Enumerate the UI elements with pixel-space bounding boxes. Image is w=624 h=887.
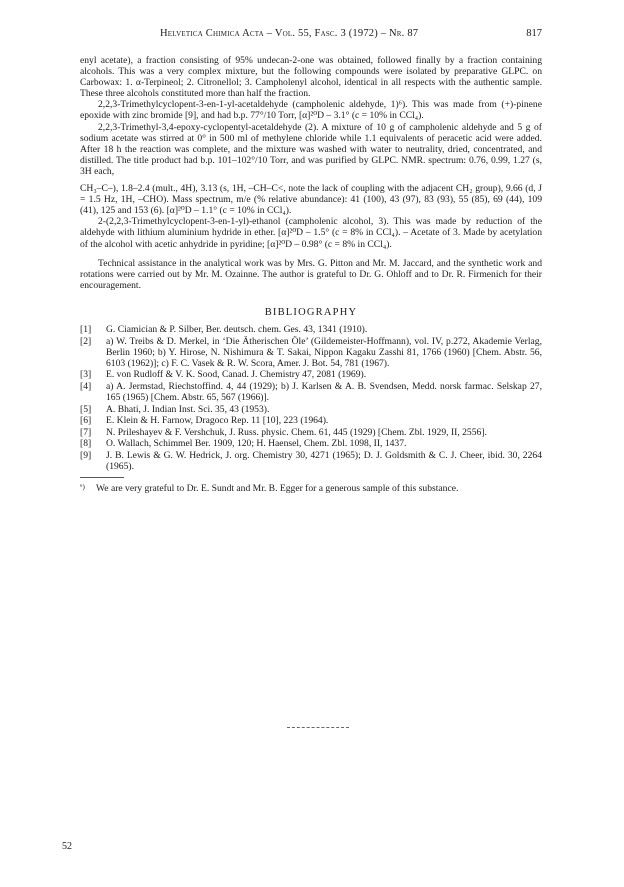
paragraph-campholenic-alcohol: 2-(2,2,3-Trimethylcyclopent-3-en-1-yl)-ethanol (campholenic alcohol, 3). This was made by reduction of the aldehyde with lithium aluminium hydride in ether. [α]²⁰D – 1.5° (c = 8% in CCl₄). – Acetate of 3. Made by acetylation of the alcohol with acetic anhydride in pyridine; [α]²⁰D – 0.98° (c = 8% in CCl₄). (80, 216, 542, 250)
reference-text: E. von Rudloff & V. K. Sood, Canad. J. Chemistry 47, 2081 (1969). (106, 369, 367, 381)
reference-text: J. B. Lewis & G. W. Hedrick, J. org. Chemistry 30, 4271 (1965); D. J. Goldsmith & C. J. Cheer, ibid. 30, 2264 (1965). (106, 450, 542, 473)
bibliography-entry (80, 381, 542, 403)
reference-number: [2] (80, 335, 92, 347)
reference-number: [7] (80, 426, 92, 438)
reference-number: [3] (80, 369, 92, 381)
reference-text: A. Bhati, J. Indian Inst. Sci. 35, 43 (1953). (106, 403, 270, 415)
reference-text: O. Wallach, Schimmel Ber. 1909, 120; H. Haensel, Chem. Zbl. 1098, II, 1437. (106, 438, 407, 450)
bibliography-entry (80, 438, 542, 449)
reference-text: G. Ciamician & P. Silber, Ber. deutsch. chem. Ges. 43, 1341 (1910). (106, 323, 368, 335)
reference-number: [4] (80, 380, 92, 392)
bibliography-entry (80, 336, 542, 369)
paragraph-epoxy-aldehyde: 2,2,3-Trimethyl-3,4-epoxy-cyclopentyl-acetaldehyde (2). A mixture of 10 g of campholenic aldehyde and 5 g of sodium acetate was stirred at 0° in 500 ml of methylene chloride while 1.1 equivalents of peracetic acid were added. After 18 h the reaction was complete, and the mixture was washed with water to neutrality, dried, concentrated, and distilled. The title product had b.p. 101–102°/10 Torr, and was purified by GLPC. NMR. spectrum: 0.76, 0.99, 1.27 (s, 3H each, (80, 121, 542, 177)
main-text (80, 55, 542, 494)
paragraph-campholenic-aldehyde: 2,2,3-Trimethylcyclopent-3-en-1-yl-acetaldehyde (campholenic aldehyde, 1)⁶). This was made from (+)-pinene epoxide with zinc bromide [9], and had b.p. 77°/10 Torr, [α]²⁰D – 3.1° (c = 10% in CCl₄). (80, 99, 542, 122)
bibliography-entry (80, 369, 542, 380)
running-header (80, 28, 542, 42)
footnote-mark: ⁶) (80, 483, 85, 492)
reference-number: [8] (80, 438, 92, 450)
reference-text: a) A. Jermstad, Riechstoffind. 4, 44 (1929); b) J. Karlsen & A. B. Svendsen, Medd. norsk farmac. Selskap 27, 165 (1965) [Chem. Abstr. 65, 567 (1966)]. (106, 380, 542, 404)
reference-text: N. Prileshayev & F. Vershchuk, J. Russ. physic. Chem. 61, 445 (1929) [Chem. Zbl. 1929, II, 2556]. (106, 426, 487, 438)
page-footer-number: 52 (62, 841, 72, 852)
reference-number: [6] (80, 415, 92, 427)
paragraph-nmr-data: CH₃–C–), 1.8–2.4 (mult., 4H), 3.13 (s, 1H, –CH–C<, note the lack of coupling with the adjacent CH₂ group), 9.66 (d, J = 1.5 Hz, 1H, –CHO). Mass spectrum, m/e (% relative abundance): 41 (100), 43 (97), 83 (93), 55 (85), 69 (44), 109 (41), 125 and 153 (6). [α]²⁰D – 1.1° (c = 10% in CCl₄). (80, 183, 542, 217)
bibliography-entry (80, 415, 542, 426)
reference-text: E. Klein & H. Farnow, Dragoco Rep. 11 [10], 223 (1964). (106, 415, 329, 427)
reference-text: a) W. Treibs & D. Merkel, in ‘Die Ätherischen Öle’ (Gildemeister-Hoffmann), vol. IV, p.272, Akademie Verlag, Berlin 1960; b) Y. Hirose, N. Nishimura & T. Sakai, Nippon Kagaku Zasshi 81, 1766 (1960) [Chem. Abstr. 56, 6103 (1962)]; c) F. C. Vasek & R. W. Scora, Amer. J. Bot. 54, 781 (1967). (106, 335, 542, 369)
reference-number: [1] (80, 323, 92, 335)
bibliography-entry (80, 404, 542, 415)
bibliography-entry (80, 324, 542, 335)
page-number: 817 (526, 28, 542, 39)
journal-title: Helvetica Chimica Acta – Vol. 55, Fasc. 3 (1972) – Nr. 87 (160, 28, 419, 39)
reference-number: [9] (80, 450, 92, 461)
bibliography-heading: BIBLIOGRAPHY (264, 306, 358, 318)
footnote (80, 483, 542, 494)
footnote-text: We are very grateful to Dr. E. Sundt and Mr. B. Egger for a generous sample of this substance. (96, 483, 459, 495)
footnote-divider (80, 477, 124, 478)
paragraph-acknowledgements: Technical assistance in the analytical work was by Mrs. G. Pitton and Mr. M. Jaccard, and the synthetic work and rotations were carried out by Mr. M. Ozainne. The author is grateful to Dr. G. Ohloff and to Dr. R. Firmenich for their encouragement. (80, 257, 542, 291)
end-of-article-rule (287, 727, 349, 728)
paragraph-continuation: enyl acetate), a fraction consisting of 95% undecan-2-one was obtained, followed finally by a fraction containing alcohols. This was a very complex mixture, but the following compounds were isolated by preparative GLPC. on Carbowax: 1. α-Terpineol; 2. Citronellol; 3. Campholenyl alcohol, identical in all respects with the authentic sample. These three alcohols constituted more than half the fraction. (80, 55, 542, 100)
bibliography-entry (80, 450, 542, 472)
bibliography-list (80, 324, 542, 472)
reference-number: [5] (80, 403, 92, 415)
bibliography-entry (80, 427, 542, 438)
